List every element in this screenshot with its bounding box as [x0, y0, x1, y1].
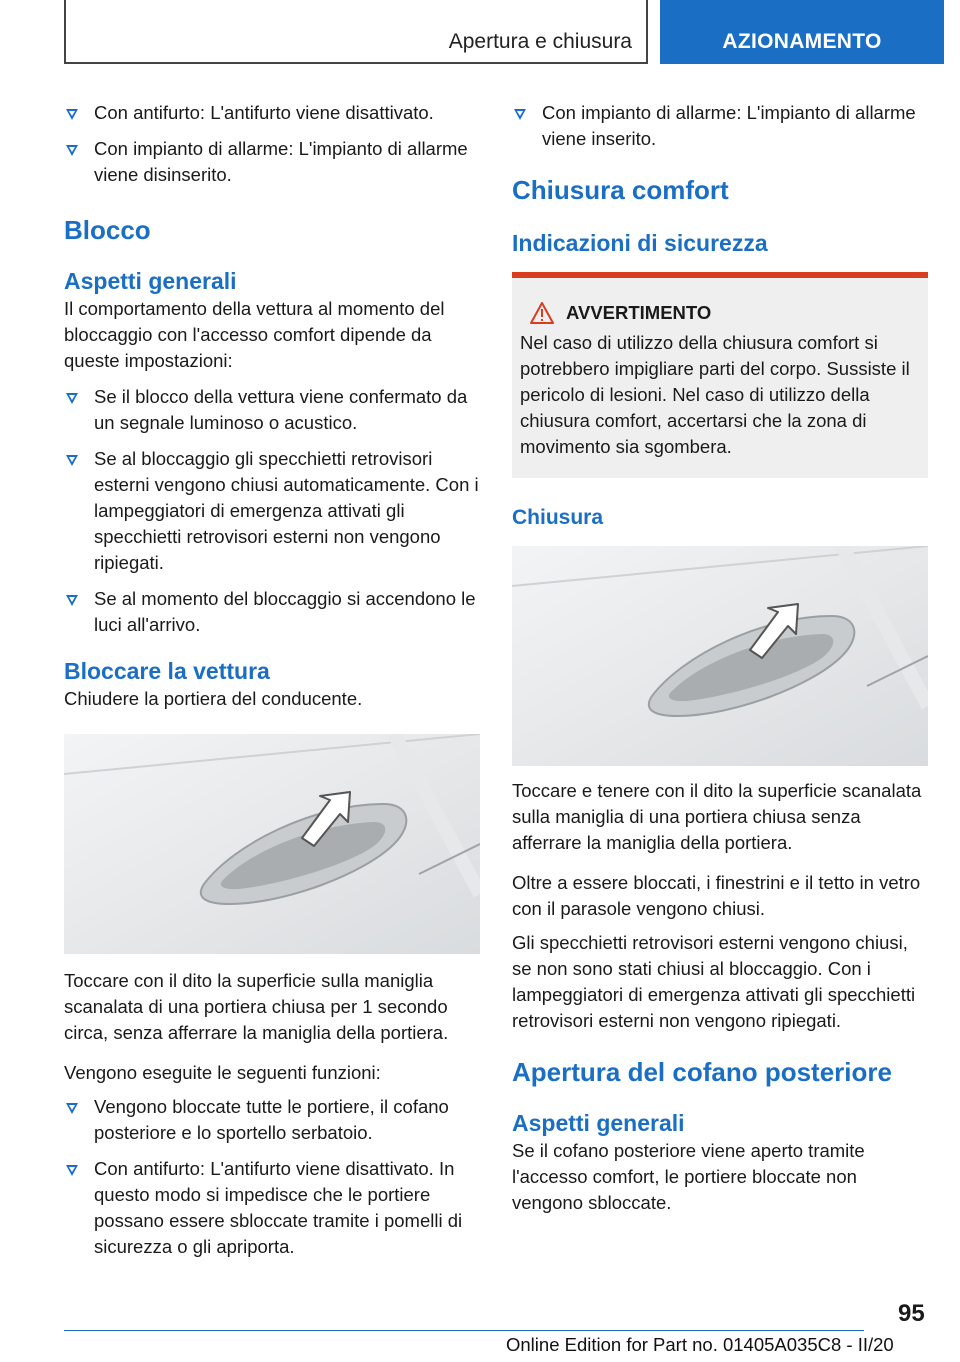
triangle-bullet-icon: [66, 1165, 78, 1176]
para-specchietti: Gli specchietti retrovisori esterni vengono chiusi, se non sono stati chiusi al bloccaggio. Con i lampeggiatori di emergenza attivati gli specchietti retrovisori esterni non vengono ripiegati.: [512, 932, 916, 1031]
heading-indicazioni-sicurezza: Indicazioni di sicurezza: [512, 230, 768, 256]
list-item: Se il blocco della vettura viene confermato da un segnale luminoso o acustico.: [64, 384, 480, 436]
edition-note: Online Edition for Part no. 01405A035C8 - II/20: [506, 1334, 894, 1355]
heading-aspetti-generali-right: Aspetti generali: [512, 1110, 685, 1136]
left-column: [64, 100, 480, 1270]
list-item: Con impianto di allarme: L'impianto di allarme viene inserito.: [512, 100, 928, 152]
footer-divider: [64, 1330, 864, 1331]
heading-blocco: Blocco: [64, 215, 151, 245]
chapter-tab[interactable]: AZIONAMENTO: [660, 0, 944, 64]
triangle-bullet-icon: [66, 145, 78, 156]
list-item: Con antifurto: L'antifurto viene disattivato. In questo modo si impedisce che le portiere possano essere sbloccate tramite i pomelli di sicurezza o gli apriporta.: [64, 1156, 480, 1260]
list-item: Vengono bloccate tutte le portiere, il cofano posteriore e lo sportello serbatoio.: [64, 1094, 480, 1146]
warning-triangle-icon: [530, 302, 554, 324]
heading-bloccare-vettura: Bloccare la vettura: [64, 658, 270, 684]
heading-aspetti-generali: Aspetti generali: [64, 268, 237, 294]
triangle-bullet-icon: [66, 109, 78, 120]
warning-title: AVVERTIMENTO: [520, 302, 920, 324]
warning-box: [512, 272, 928, 478]
para-finestrini: Oltre a essere bloccati, i finestrini e il tetto in vetro con il parasole vengono chiusi.: [512, 872, 921, 919]
heading-chiusura: Chiusura: [512, 506, 604, 529]
bloccare-text: Chiudere la portiera del conducente.: [64, 688, 363, 709]
figure-caption-right: Toccare e tenere con il dito la superficie scanalata sulla maniglia di una portiera chiusa senza afferrare la maniglia della portiera.: [512, 780, 922, 853]
list-item: Se al momento del bloccaggio si accendono le luci all'arrivo.: [64, 586, 480, 638]
page-number: 95: [898, 1300, 925, 1327]
list-item: Con antifurto: L'antifurto viene disattivato.: [64, 100, 480, 126]
funzioni-text: Vengono eseguite le seguenti funzioni:: [64, 1062, 381, 1083]
heading-apertura-cofano: Apertura del cofano posteriore: [512, 1057, 892, 1087]
door-handle-image-right: [512, 546, 928, 766]
list-item: Con impianto di allarme: L'impianto di allarme viene disinserito.: [64, 136, 480, 188]
aspetti-text: Il comportamento della vettura al momento del bloccaggio con l'accesso comfort dipende da queste impostazioni:: [64, 298, 445, 371]
triangle-bullet-icon: [66, 455, 78, 466]
triangle-bullet-icon: [66, 1103, 78, 1114]
triangle-bullet-icon: [514, 109, 526, 120]
heading-chiusura-comfort: Chiusura comfort: [512, 175, 729, 205]
door-handle-illustration: [512, 546, 928, 766]
door-handle-illustration: [64, 734, 480, 954]
door-handle-image: [64, 734, 480, 954]
triangle-bullet-icon: [66, 595, 78, 606]
header-section-box: [64, 0, 648, 64]
triangle-bullet-icon: [66, 393, 78, 404]
figure-caption: Toccare con il dito la superficie sulla maniglia scanalata di una portiera chiusa per 1 secondo circa, senza afferrare la maniglia della portiera.: [64, 970, 449, 1043]
apertura-text: Se il cofano posteriore viene aperto tramite l'accesso comfort, le portiere bloccate non vengono sbloccate.: [512, 1140, 865, 1213]
list-item: Se al bloccaggio gli specchietti retrovisori esterni vengono chiusi automaticamente. Con i lampeggiatori di emergenza attivati gli specchietti retrovisori esterni non vengono ripiegati.: [64, 446, 480, 576]
warning-text: Nel caso di utilizzo della chiusura comfort si potrebbero impigliare parti del corpo. Sussiste il pericolo di lesioni. Nel caso di utilizzo della chiusura comfort, accertarsi che la zona di movimento sia sgombera.: [520, 332, 910, 457]
section-title: Apertura e chiusura: [448, 30, 632, 53]
right-column: [512, 100, 928, 1216]
